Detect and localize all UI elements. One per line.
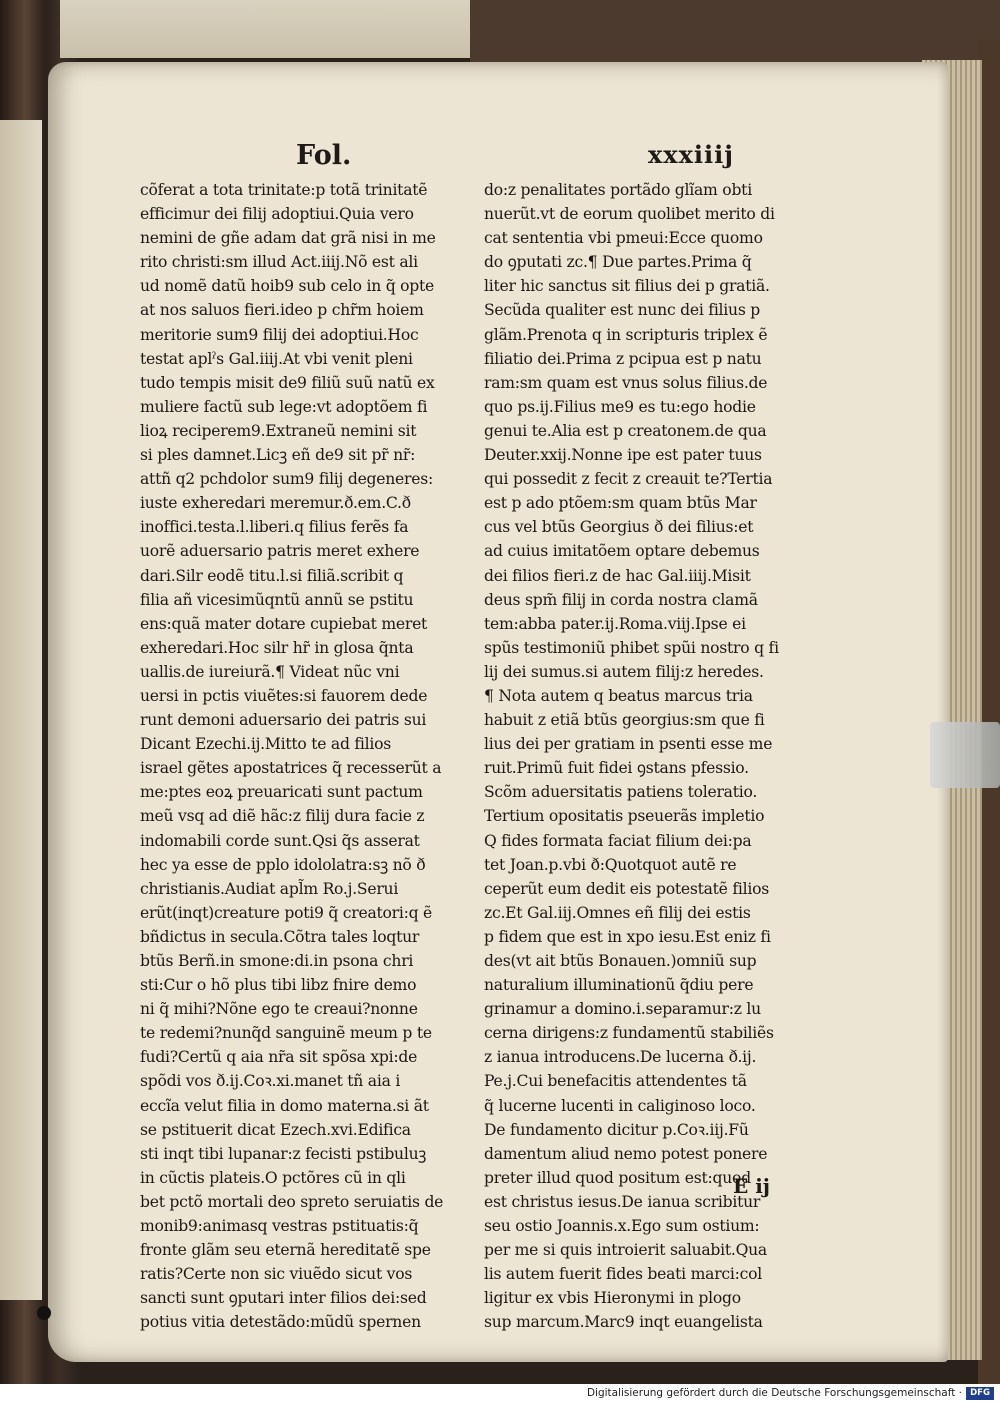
text-line: est p ado ptõem:sm quam btũs Mar — [484, 494, 757, 513]
text-line: do ꝯputati zc.¶ Due partes.Prima q̃ — [484, 253, 752, 272]
text-line: tem:abba pater.ij.Roma.viij.Ipse ei — [484, 614, 746, 633]
text-line: Q fides formata faciat filium dei:pa — [484, 831, 752, 850]
text-line: cat sententia vbi pmeui:Ecce quomo — [484, 229, 763, 248]
text-line: attñ q2 pchdolor sum9 filij degeneres: — [140, 470, 433, 489]
text-line: Dicant Ezechi.ij.Mitto te ad filios — [140, 735, 392, 754]
text-line: potius vitia detestãdo:mũdũ spernen — [140, 1313, 421, 1332]
text-line: nemini de gñe adam dat grã nisi in me — [140, 229, 436, 248]
text-line: nuerũt.vt de eorum quolibet merito di — [484, 205, 775, 224]
text-line: spũs testimoniũ phibet spũi nostro q fi — [484, 638, 779, 657]
text-line: quo ps.ij.Filius me9 es tu:ego hodie — [484, 397, 756, 416]
text-line: qui possedit z fecit z creauit te?Tertia — [484, 470, 773, 489]
text-line: dei filios fieri.z de hac Gal.iiij.Misit — [484, 566, 751, 585]
text-line: Deuter.xxij.Nonne ipe est pater tuus — [484, 446, 762, 465]
text-line: Secũda qualiter est nunc dei filius p — [484, 301, 761, 320]
text-line: ad cuius imitatõem optare debemus — [484, 542, 760, 561]
text-line: deus spm̃ filij in corda nostra clamã — [484, 590, 758, 609]
text-line: Pe.j.Cui benefacitis attendentes tã — [484, 1072, 747, 1091]
text-line: preter illud quod positum est:quod — [484, 1168, 751, 1187]
text-line: rito christi:sm illud Act.iiij.Nõ est ali — [140, 253, 418, 272]
text-line: in cũctis plateis.O pctõres cũ in qli — [140, 1168, 406, 1187]
dfg-logo: DFG — [966, 1387, 994, 1400]
text-line: runt demoni aduersario dei patris sui — [140, 711, 427, 730]
text-line: uorẽ aduersario patris meret exhere — [140, 542, 420, 561]
text-line: ud nomẽ datũ hoib9 sub celo in q̃ opte — [140, 277, 435, 296]
text-line: testat aplˀs Gal.iiij.At vbi venit pleni — [140, 349, 413, 368]
text-line: cõferat a tota trinitate:p totã trinitatẽ — [140, 181, 428, 199]
text-line: p fidem que est in xpo iesu.Est eniz fi — [484, 927, 771, 946]
running-header — [0, 140, 1000, 180]
text-line: lij dei sumus.si autem filij:z heredes. — [484, 662, 764, 681]
text-line: eccĩa velut filia in domo materna.si ãt — [140, 1096, 429, 1115]
folio-label: Fol. — [296, 140, 352, 171]
text-line: ¶ Nota autem q beatus marcus tria — [484, 686, 753, 705]
text-line: Scõm aduersitatis patiens toleratio. — [484, 783, 758, 802]
text-line: indomabili corde sunt.Qsi q̃s asserat — [140, 831, 420, 850]
text-line: naturalium illuminationũ q̃diu pere — [484, 976, 754, 995]
text-line: ens:quã mater dotare cupiebat meret — [140, 614, 428, 633]
text-line: ratis?Certe non sic viuẽdo sicut vos — [140, 1265, 413, 1284]
text-line: per me si quis introierit saluabit.Qua — [484, 1241, 767, 1260]
text-line: liter hic sanctus sit filius dei p gratiã. — [484, 277, 770, 296]
text-line: israel gẽtes apostatrices q̃ recesserũt a — [140, 759, 442, 778]
text-line: inoffici.testa.l.liberi.q filius ferẽs fa — [140, 518, 409, 537]
text-line: bet pctõ mortali deo spreto seruiatis de — [140, 1192, 444, 1211]
text-column-left — [140, 178, 475, 1335]
footer-bar — [0, 1384, 1000, 1404]
text-line: at nos saluos fieri.ideo p chr̃m hoiem — [140, 301, 424, 320]
text-line: se pstituerit dicat Ezech.xvi.Edifica — [140, 1120, 411, 1139]
worm-hole — [37, 1306, 51, 1320]
text-line: ruit.Primũ fuit fidei ꝯstans pfessio. — [484, 759, 749, 778]
text-line: cerna dirigens:z fundamentũ stabiliẽs — [484, 1024, 774, 1043]
text-line: uersi in pctis viuẽtes:si fauorem dede — [140, 686, 428, 705]
text-line: ram:sm quam est vnus solus filius.de — [484, 373, 768, 392]
text-line: spõdi vos ð.ij.Coꝛ.xi.manet tñ aia i — [140, 1072, 401, 1091]
text-line: grinamur a domino.i.separamur:z lu — [484, 1000, 761, 1019]
text-line: est christus iesus.De ianua scribitur — [484, 1192, 761, 1211]
text-line: exheredari.Hoc silr hr̃ in glosa q̃nta — [140, 638, 414, 657]
text-line: erũt(inqt)creature poti9 q̃ creatori:q ẽ — [140, 903, 433, 922]
text-line: zc.Et Gal.iij.Omnes eñ filij dei estis — [484, 903, 751, 922]
text-line: seu ostio Joannis.x.Ego sum ostium: — [484, 1217, 760, 1236]
text-line: si ples damnet.Licꝫ eñ de9 sit pr̃ nr̃: — [140, 446, 416, 465]
text-line: filiatio dei.Prima z pcipua est p natu — [484, 349, 762, 368]
text-line: dari.Silr eodẽ titu.l.si filiã.scribit q — [140, 566, 404, 585]
text-line: fudi?Certũ q aia nr̃a sit spõsa xpi:de — [140, 1048, 418, 1067]
text-line: q̃ lucerne lucenti in caliginoso loco. — [484, 1096, 756, 1115]
text-line: sti:Cur o hõ plus tibi libz fnire demo — [140, 976, 417, 995]
text-line: bñdictus in secula.Cõtra tales loqtur — [140, 927, 420, 946]
text-line: ligitur ex vbis Hieronymi in plogo — [484, 1289, 741, 1308]
facing-page-edge — [0, 120, 42, 1300]
text-line: meritorie sum9 filij dei adoptiui.Hoc — [140, 325, 419, 344]
text-line: genui te.Alia est p creatonem.de qua — [484, 421, 767, 440]
text-line: tudo tempis misit de9 filiũ suũ natũ ex — [140, 373, 435, 392]
text-line: z ianua introducens.De lucerna ð.ij. — [484, 1048, 757, 1067]
text-line: Tertium opositatis pseuerãs impletio — [484, 807, 765, 826]
text-line: hec ya esse de pplo idololatra:sꝫ nõ ð — [140, 855, 426, 874]
footer-credit: Digitalisierung gefördert durch die Deutsche Forschungsgemeinschaft · — [586, 1387, 962, 1399]
text-line: lis autem fuerit fides beati marci:col — [484, 1265, 762, 1284]
top-paper-strip — [60, 0, 475, 58]
text-line: De fundamento dicitur p.Coꝛ.iij.Fũ — [484, 1120, 749, 1139]
text-line: des(vt ait btũs Bonauen.)omniũ sup — [484, 952, 757, 970]
text-line: glãm.Prenota q in scripturis triplex ẽ — [484, 325, 768, 344]
text-line: te redemi?nunq̃d sanguinẽ meum p te — [140, 1024, 432, 1043]
text-line: christianis.Audiat apl̃m Ro.j.Serui — [140, 879, 399, 898]
text-line: meũ vsq ad diẽ hãc:z filij dura facie z — [140, 807, 425, 826]
text-line: lioꝝ reciperem9.Extraneũ nemini sit — [140, 421, 417, 440]
text-line: uallis.de iureiurã.¶ Videat nũc vni — [140, 662, 400, 681]
text-line: ni q̃ mihi?Nõne ego te creaui?nonne — [140, 1000, 418, 1019]
text-column-right — [484, 178, 824, 1335]
text-line: sup marcum.Marc9 inqt euangelista — [484, 1313, 763, 1332]
text-line: tet Joan.p.vbi ð:Quotquot autẽ re — [484, 855, 737, 874]
text-line: damentum aliud nemo potest ponere — [484, 1144, 768, 1163]
text-line: btũs Berñ.in smone:di.in psona chri — [140, 952, 414, 970]
text-line: sancti sunt ꝯputari inter filios dei:sed — [140, 1289, 427, 1308]
text-line: iuste exheredari meremur.ð.em.C.ð — [140, 494, 411, 513]
text-line: fronte glãm seu eternã hereditatẽ spe — [140, 1241, 431, 1260]
text-line: filia añ vicesimũqntũ annũ se pstitu — [140, 590, 414, 609]
text-line: do:z penalitates portãdo glĩam obti — [484, 181, 752, 199]
signature-mark: E ij — [733, 1174, 771, 1198]
text-line: lius dei per gratiam in psenti esse me — [484, 735, 773, 754]
text-line: ceperũt eum dedit eis potestatẽ filios — [484, 879, 769, 898]
text-line: sti inqt tibi lupanar:z fecisti pstibuluꝫ — [140, 1144, 427, 1163]
text-line: monib9:animasq vestras pstituatis:q̃ — [140, 1217, 419, 1236]
folio-number: xxxiiij — [648, 140, 734, 169]
page-tab-marker — [930, 722, 1000, 788]
text-line: me:ptes eoꝝ preuaricati sunt pactum — [140, 783, 423, 802]
text-line: muliere factũ sub lege:vt adoptõem fi — [140, 397, 428, 416]
text-line: cus vel btũs Georgius ð dei filius:et — [484, 518, 754, 537]
text-line: habuit z etiã btũs georgius:sm que fi — [484, 711, 765, 730]
text-line: efficimur dei filij adoptiui.Quia vero — [140, 205, 414, 224]
